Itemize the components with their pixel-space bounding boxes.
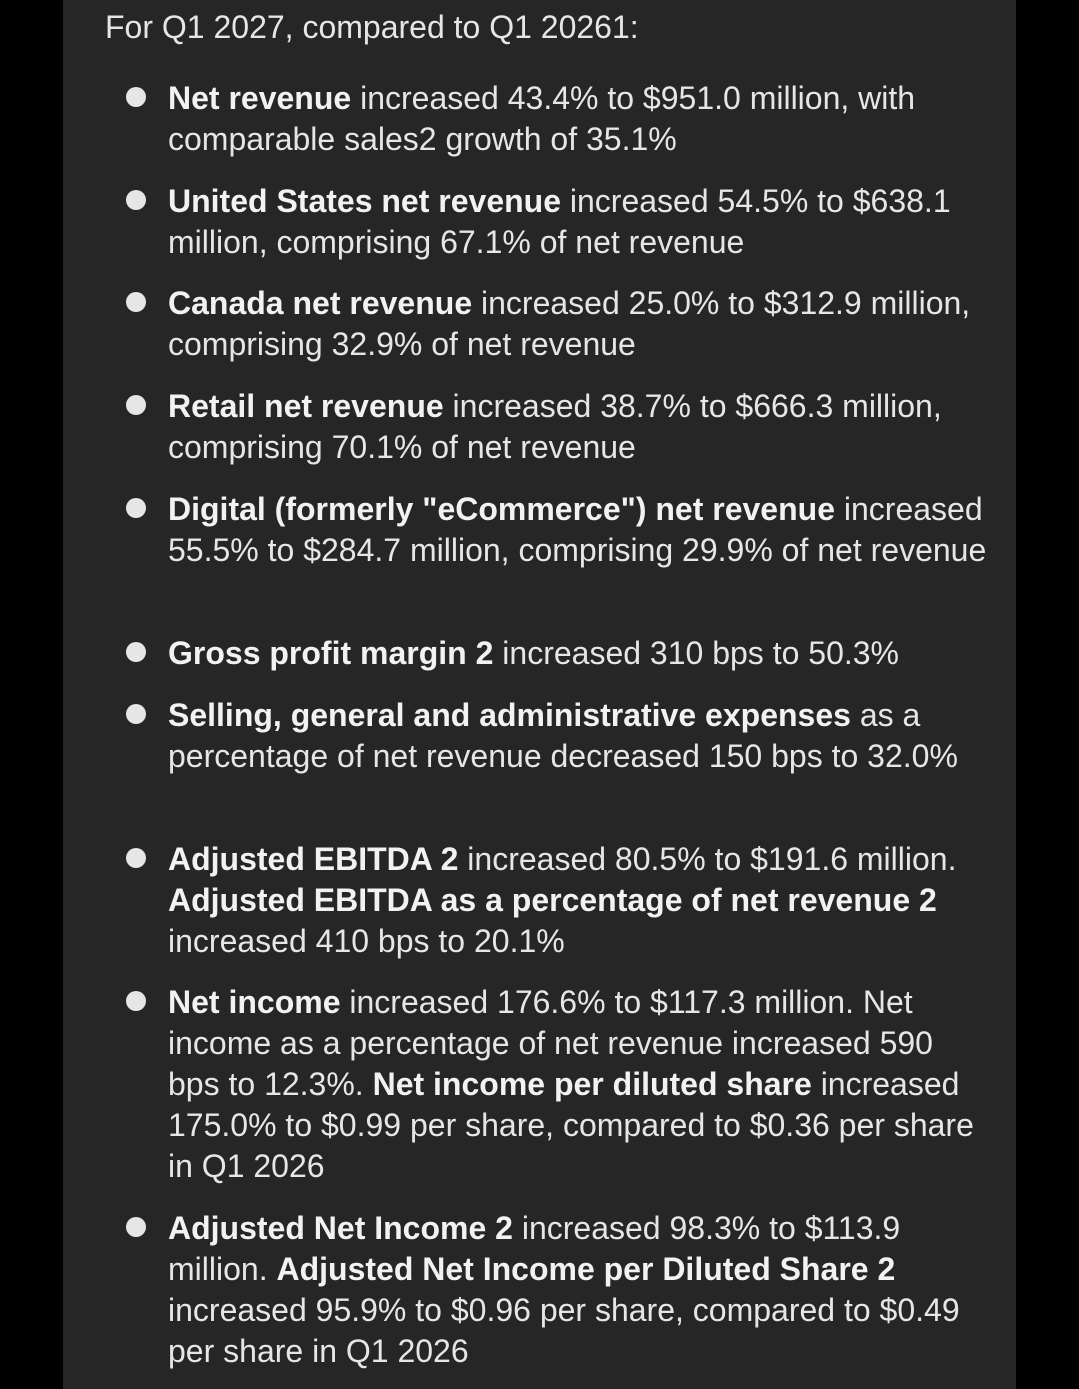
bullet-icon: [126, 498, 146, 518]
bold-term: Gross profit margin 2: [168, 635, 494, 671]
bold-term: Adjusted Net Income 2: [168, 1210, 513, 1246]
item-text: increased 80.5% to $191.6 million.: [458, 841, 957, 877]
item-text: increased 55.5% to $284.7 million, comprising 29.9% of net revenue: [168, 491, 987, 568]
bullet-icon: [126, 292, 146, 312]
bullet-icon: [126, 642, 146, 662]
bold-term: Adjusted Net Income per Diluted Share 2: [276, 1251, 896, 1287]
item-text: increased 25.0% to $312.9 million, comprising 32.9% of net revenue: [168, 285, 971, 362]
bullet-icon: [126, 395, 146, 415]
bold-term: Adjusted EBITDA 2: [168, 841, 459, 877]
list-item: [168, 489, 988, 571]
item-text: increased 43.4% to $951.0 million, with comparable sales2 growth of 35.1%: [168, 80, 916, 157]
list-item: [168, 839, 988, 962]
item-text: increased 95.9% to $0.96 per share, compared to $0.49 per share in Q1 2026: [168, 1292, 960, 1369]
item-text: increased 410 bps to 20.1%: [168, 923, 565, 959]
item-text: increased 38.7% to $666.3 million, comprising 70.1% of net revenue: [168, 388, 942, 465]
bold-term: Selling, general and administrative expenses: [168, 697, 851, 733]
bold-term: Net income: [168, 984, 341, 1020]
list-item: [168, 386, 988, 468]
item-text: increased 176.6% to $117.3 million. Net income as a percentage of net revenue increased 590 bps to 12.3%.: [168, 984, 933, 1102]
item-text: as a percentage of net revenue decreased 150 bps to 32.0%: [168, 697, 958, 774]
bullet-icon: [126, 87, 146, 107]
bold-term: Net income per diluted share: [372, 1066, 812, 1102]
list-item: [168, 181, 988, 263]
bullet-icon: [126, 848, 146, 868]
bullet-icon: [126, 704, 146, 724]
bold-term: Digital (formerly "eCommerce") net revenue: [168, 491, 835, 527]
bold-term: United States net revenue: [168, 183, 561, 219]
bullet-icon: [126, 1217, 146, 1237]
bold-term: Net revenue: [168, 80, 352, 116]
item-text: increased 310 bps to 50.3%: [493, 635, 899, 671]
list-item: [168, 283, 988, 365]
bullet-icon: [126, 190, 146, 210]
bullet-icon: [126, 991, 146, 1011]
document-panel: [63, 0, 1016, 1389]
list-item: [168, 78, 988, 160]
item-text: increased 98.3% to $113.9 million.: [168, 1210, 901, 1287]
item-text: increased 54.5% to $638.1 million, comprising 67.1% of net revenue: [168, 183, 951, 260]
list-item: [168, 695, 988, 777]
list-item: [168, 1208, 988, 1372]
list-item: [168, 982, 988, 1187]
list-item: [168, 633, 988, 674]
item-text: increased 175.0% to $0.99 per share, compared to $0.36 per share in Q1 2026: [168, 1066, 974, 1184]
bold-term: Retail net revenue: [168, 388, 444, 424]
bold-term: Adjusted EBITDA as a percentage of net revenue 2: [168, 882, 937, 918]
bold-term: Canada net revenue: [168, 285, 473, 321]
intro-heading: For Q1 2027, compared to Q1 20261:: [105, 9, 639, 45]
